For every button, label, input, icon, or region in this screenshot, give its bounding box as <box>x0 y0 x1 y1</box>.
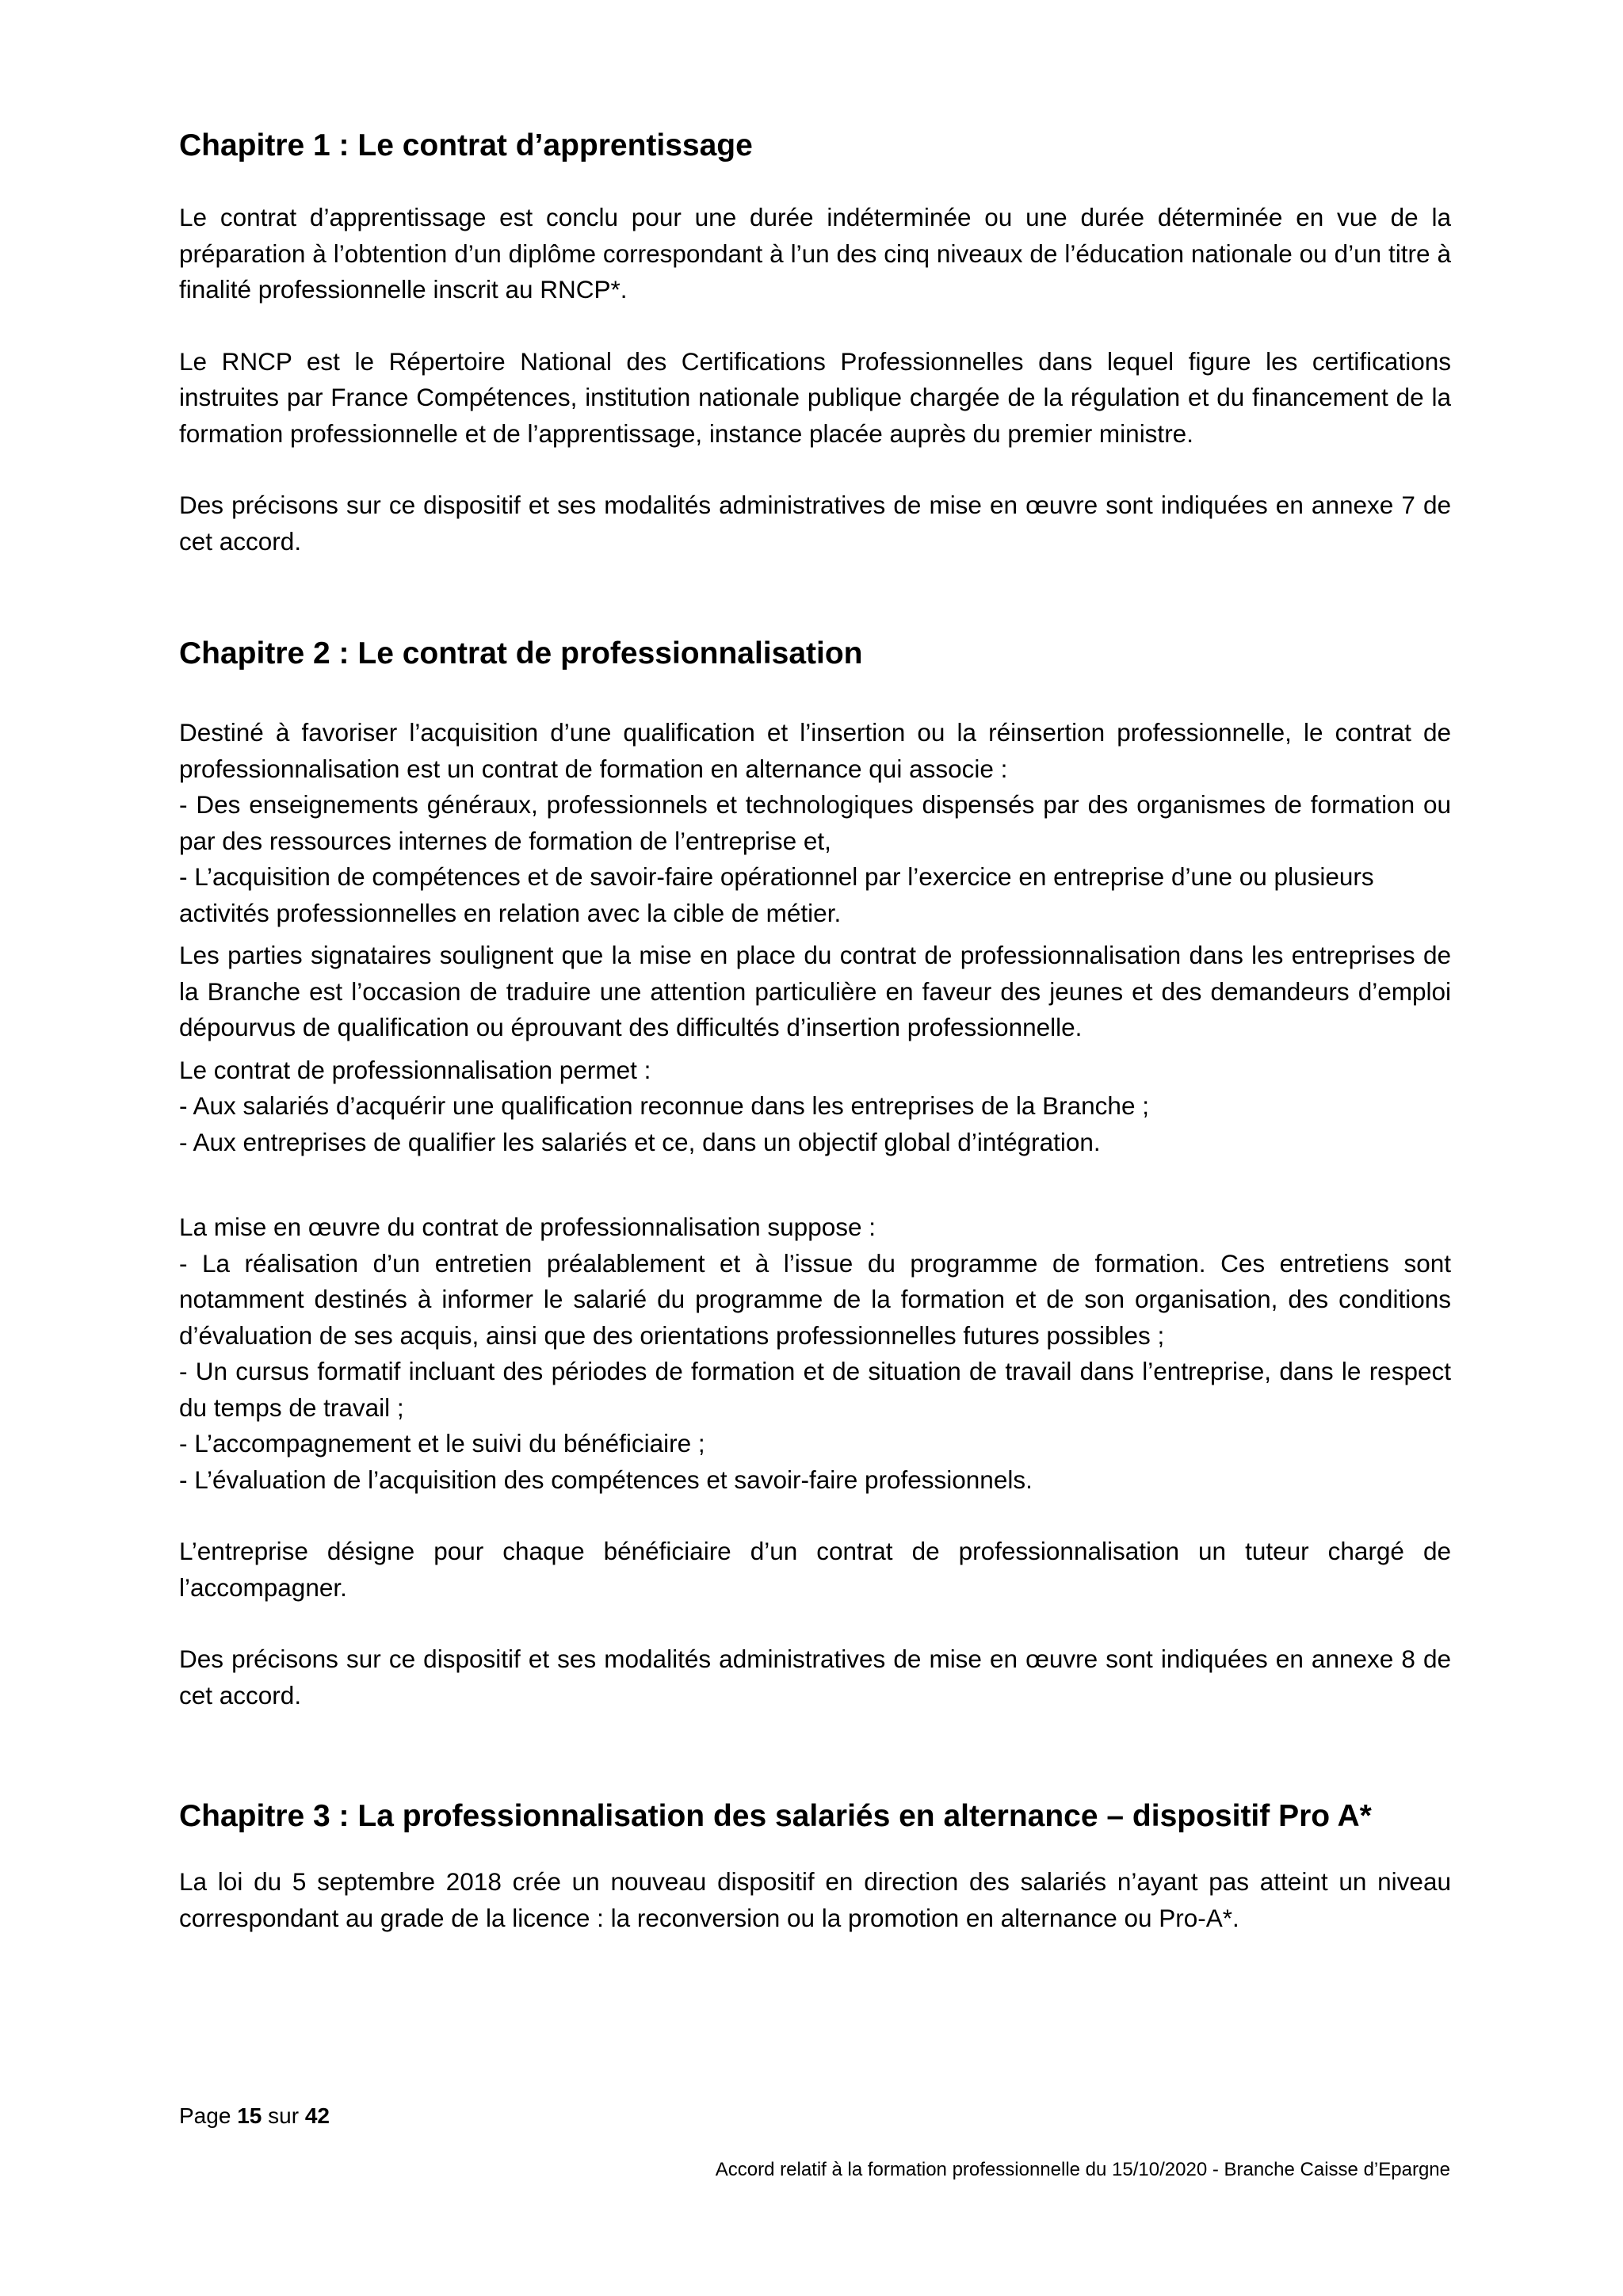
chapter-2-list-item: - L’acquisition de compétences et de savoir-faire opérationnel par l’exercice en entreprise d’une ou plusieurs activités professionnelles en relation avec la cible de métier. <box>179 862 1374 927</box>
chapter-2-permet-intro: Le contrat de professionnalisation permet : <box>179 1055 651 1084</box>
chapter-2-paragraph-6: Des précisons sur ce dispositif et ses modalités administratives de mise en œuvre sont indiquées en annexe 8 de cet accord. <box>179 1645 1451 1710</box>
chapter-2-list-item: - La réalisation d’un entretien préalablement et à l’issue du programme de formation. Ces entretiens sont notamment destinés à informer le salarié du programme de la formation et de son organisation, des conditions d’évaluation de ses acquis, ainsi que des orientations professionnelles futures possibles ; <box>179 1248 1451 1350</box>
page-number <box>179 2103 330 2129</box>
chapter-1-paragraph-2: Le RNCP est le Répertoire National des Certifications Professionnelles dans lequel figure les certifications instruites par France Compétences, institution nationale publique chargée de la régulation et du financement de la formation professionnelle et de l’apprentissage, instance placée auprès du premier ministre. <box>179 346 1451 448</box>
chapter-2-list-item: - Un cursus formatif incluant des périodes de formation et de situation de travail dans l’entreprise, dans le respect du temps de travail ; <box>179 1357 1451 1422</box>
chapter-2-list-item: - Aux entreprises de qualifier les salariés et ce, dans un objectif global d’intégration. <box>179 1127 1101 1156</box>
chapter-2-suppose-intro: La mise en œuvre du contrat de professionnalisation suppose : <box>179 1213 876 1241</box>
chapter-2-paragraph-4 <box>179 1209 1451 1498</box>
chapter-1-title: Chapitre 1 : Le contrat d’apprentissage <box>179 128 753 162</box>
chapter-3-paragraph-1: La loi du 5 septembre 2018 crée un nouveau dispositif en direction des salariés n’ayant pas atteint un niveau correspondant au grade de la licence : la reconversion ou la promotion en alternance ou Pro-A*. <box>179 1867 1451 1932</box>
chapter-2-intro: Destiné à favoriser l’acquisition d’une qualification et l’insertion ou la réinsertion professionnelle, le contrat de professionnalisation est un contrat de formation en alternance qui associe : <box>179 718 1451 783</box>
page-separator: sur <box>268 2103 300 2128</box>
chapter-2-paragraph-1 <box>179 715 1451 931</box>
chapter-2-title: Chapitre 2 : Le contrat de professionnalisation <box>179 636 863 670</box>
footer-note: Accord relatif à la formation professionnelle du 15/10/2020 - Branche Caisse d’Epargne <box>715 2159 1450 2180</box>
chapter-2-paragraph-2: Les parties signataires soulignent que la mise en place du contrat de professionnalisation dans les entreprises de la Branche est l’occasion de traduire une attention particulière en faveur des jeunes et des demandeurs d’emploi dépourvus de qualification ou éprouvant des difficultés d’insertion professionnelle. <box>179 941 1451 1041</box>
chapter-2-paragraph-5: L’entreprise désigne pour chaque bénéficiaire d’un contrat de professionnalisation un tuteur chargé de l’accompagner. <box>179 1537 1451 1602</box>
chapter-2-list-item: - Aux salariés d’acquérir une qualification reconnue dans les entreprises de la Branche ; <box>179 1091 1149 1120</box>
chapter-2-paragraph-3 <box>179 1052 1451 1161</box>
chapter-1-paragraph-1: Le contrat d’apprentissage est conclu pour une durée indéterminée ou une durée déterminée en vue de la préparation à l’obtention d’un diplôme correspondant à l’un des cinq niveaux de l’éducation nationale ou d’un titre à finalité professionnelle inscrit au RNCP*. <box>179 203 1451 304</box>
page-content <box>179 127 1451 1936</box>
chapter-2-list-item: - Des enseignements généraux, professionnels et technologiques dispensés par des organismes de formation ou par des ressources internes de formation de l’entreprise et, <box>179 790 1451 855</box>
page-label: Page <box>179 2103 231 2128</box>
chapter-2-list-item: - L’évaluation de l’acquisition des compétences et savoir-faire professionnels. <box>179 1465 1033 1494</box>
chapter-3-title: Chapitre 3 : La professionnalisation des salariés en alternance – dispositif Pro A* <box>179 1799 1372 1833</box>
chapter-1-paragraph-3: Des précisons sur ce dispositif et ses modalités administratives de mise en œuvre sont indiquées en annexe 7 de cet accord. <box>179 491 1451 556</box>
chapter-2-list-item: - L’accompagnement et le suivi du bénéficiaire ; <box>179 1429 705 1457</box>
current-page: 15 <box>237 2103 262 2128</box>
total-pages: 42 <box>304 2103 330 2128</box>
